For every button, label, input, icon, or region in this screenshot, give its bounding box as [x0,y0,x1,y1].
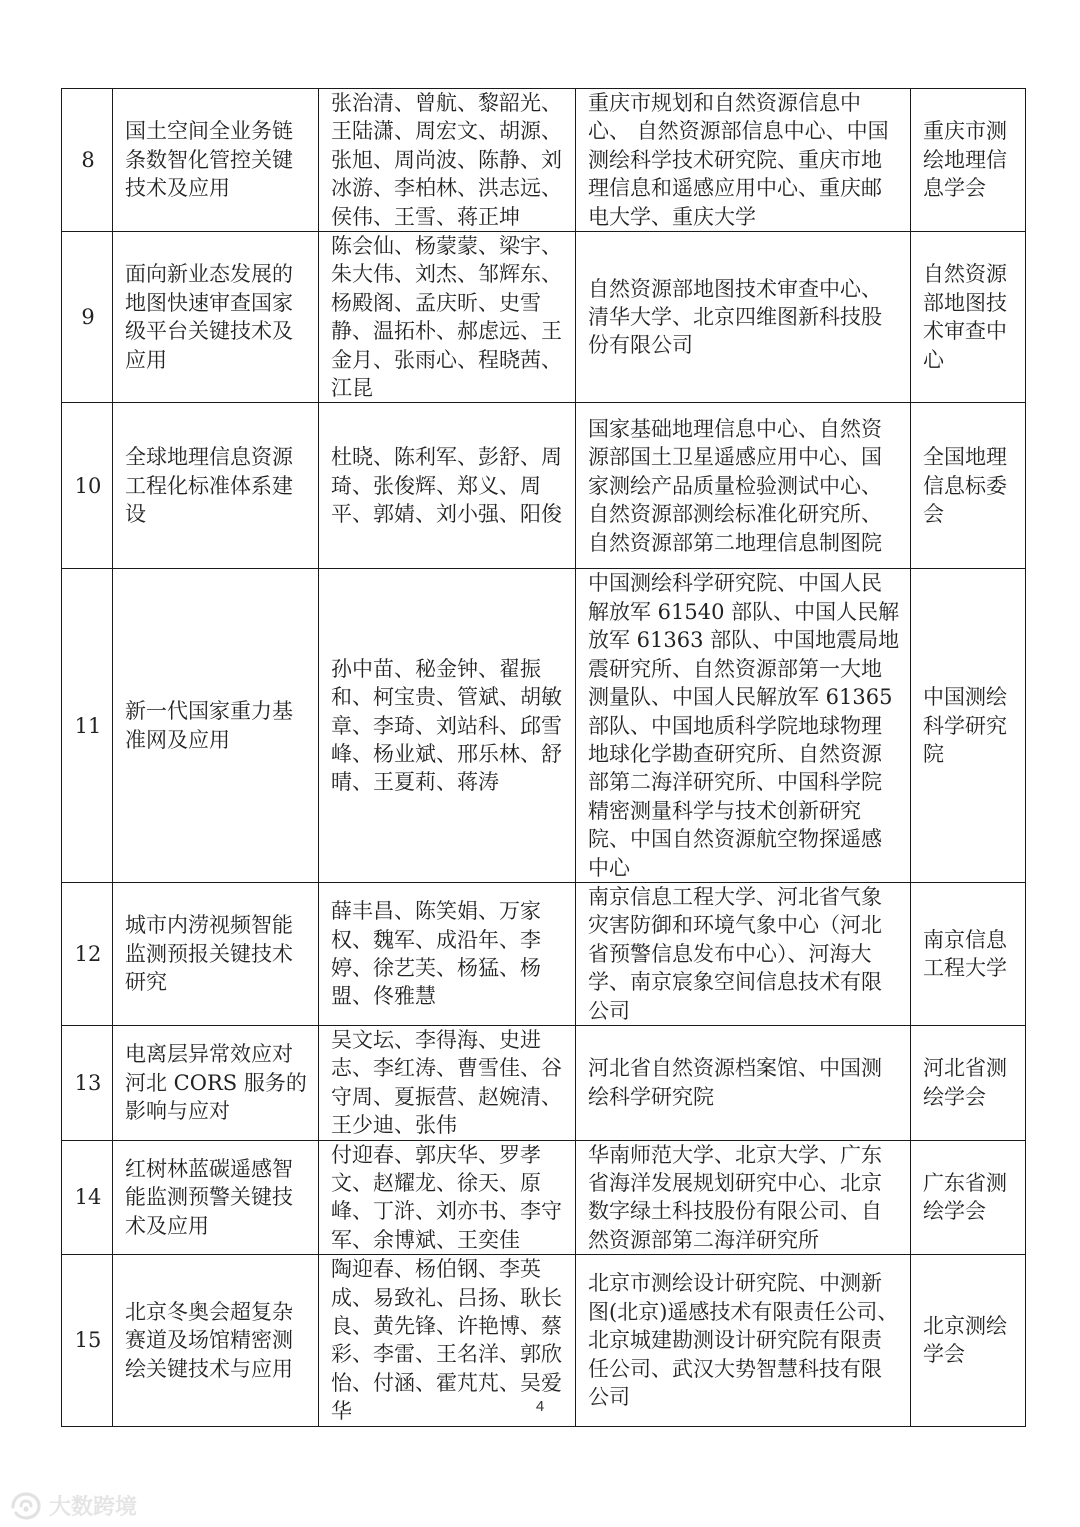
nominator: 中国测绘科学研究院 [911,569,1026,882]
project-name: 国土空间全业务链条数智化管控关键技术及应用 [113,89,319,232]
person-list: 薛丰昌、陈笑娟、万家权、魏军、成沿年、李婷、徐艺芙、杨猛、杨盟、佟雅慧 [319,882,576,1025]
table-row [62,232,1026,403]
project-name: 面向新业态发展的地图快速审查国家级平台关键技术及应用 [113,232,319,403]
row-number: 11 [62,569,113,882]
row-number: 10 [62,403,113,569]
unit-list: 自然资源部地图技术审查中心、清华大学、北京四维图新科技股份有限公司 [576,232,911,403]
project-name: 新一代国家重力基准网及应用 [113,569,319,882]
unit-list: 重庆市规划和自然资源信息中心、 自然资源部信息中心、中国测绘科学技术研究院、重庆市地理信息和遥感应用中心、重庆邮电大学、重庆大学 [576,89,911,232]
table-row [62,89,1026,232]
unit-list: 南京信息工程大学、河北省气象灾害防御和环境气象中心（河北省预警信息发布中心）、河海大学、南京宸象空间信息技术有限公司 [576,882,911,1025]
table-row [62,1140,1026,1255]
project-name: 城市内涝视频智能监测预报关键技术研究 [113,882,319,1025]
person-list: 陈会仙、杨蒙蒙、梁宇、朱大伟、刘杰、邹辉东、杨殿阁、孟庆昕、史雪静、温拓朴、郝虑远、王金月、张雨心、程晓茜、江昆 [319,232,576,403]
project-name: 电离层异常效应对河北 CORS 服务的影响与应对 [113,1025,319,1140]
unit-list: 华南师范大学、北京大学、广东省海洋发展规划研究中心、北京数字绿土科技股份有限公司、自然资源部第二海洋研究所 [576,1140,911,1255]
awards-table [61,88,1026,1427]
unit-list: 河北省自然资源档案馆、中国测绘科学研究院 [576,1025,911,1140]
watermark [9,1490,137,1521]
row-number: 13 [62,1025,113,1140]
nominator: 全国地理信息标委会 [911,403,1026,569]
table-row [62,882,1026,1025]
row-number: 15 [62,1255,113,1426]
nominator: 河北省测绘学会 [911,1025,1026,1140]
nominator: 重庆市测绘地理信息学会 [911,89,1026,232]
person-list: 张治清、曾航、黎韶光、王陆潇、周宏文、胡源、张旭、周尚波、陈静、刘冰游、李柏林、洪志远、侯伟、王雪、蒋正坤 [319,89,576,232]
project-name: 红树林蓝碳遥感智能监测预警关键技术及应用 [113,1140,319,1255]
person-list: 孙中苗、秘金钟、翟振和、柯宝贵、管斌、胡敏章、李琦、刘站科、邱雪峰、杨业斌、邢乐林、舒晴、王夏莉、蒋涛 [319,569,576,882]
unit-list: 北京市测绘设计研究院、中测新图(北京)遥感技术有限责任公司、北京城建勘测设计研究院有限责任公司、武汉大势智慧科技有限公司 [576,1255,911,1426]
nominator: 自然资源部地图技术审查中心 [911,232,1026,403]
table-row [62,569,1026,882]
nominator: 广东省测绘学会 [911,1140,1026,1255]
project-name: 北京冬奥会超复杂赛道及场馆精密测绘关键技术与应用 [113,1255,319,1426]
row-number: 14 [62,1140,113,1255]
person-list: 陶迎春、杨伯钢、李英成、易致礼、吕扬、耿长良、黄先锋、许艳博、蔡彩、李雷、王名洋、郭欣怡、付涵、霍芃芃、吴爱华 [319,1255,576,1426]
table-row [62,1025,1026,1140]
watermark-logo-icon [9,1491,45,1521]
unit-list: 中国测绘科学研究院、中国人民解放军 61540 部队、中国人民解放军 61363 部队、中国地震局地震研究所、自然资源部第一大地测量队、中国人民解放军 61365 部队、中国地质科学院地球物理地球化学勘查研究所、自然资源部第二海洋研究所、中国科学院精密测量科学与技术创新研究院、中国自然资源航空物探遥感中心 [576,569,911,882]
person-list: 付迎春、郭庆华、罗孝文、赵耀龙、徐天、原峰、丁浒、刘亦书、李守军、余博斌、王奕佳 [319,1140,576,1255]
nominator: 南京信息工程大学 [911,882,1026,1025]
person-list: 杜晓、陈利军、彭舒、周琦、张俊辉、郑义、周平、郭婧、刘小强、阳俊 [319,403,576,569]
nominator: 北京测绘学会 [911,1255,1026,1426]
person-list: 吴文坛、李得海、史进志、李红涛、曹雪佳、谷守周、夏振营、赵婉清、王少迪、张伟 [319,1025,576,1140]
unit-list: 国家基础地理信息中心、自然资源部国土卫星遥感应用中心、国家测绘产品质量检验测试中心、自然资源部测绘标准化研究所、自然资源部第二地理信息制图院 [576,403,911,569]
watermark-text: 大数跨境 [49,1495,138,1520]
project-name: 全球地理信息资源工程化标准体系建设 [113,403,319,569]
row-number: 8 [62,89,113,232]
row-number: 9 [62,232,113,403]
page-number: 4 [535,1398,545,1415]
table-row [62,403,1026,569]
row-number: 12 [62,882,113,1025]
